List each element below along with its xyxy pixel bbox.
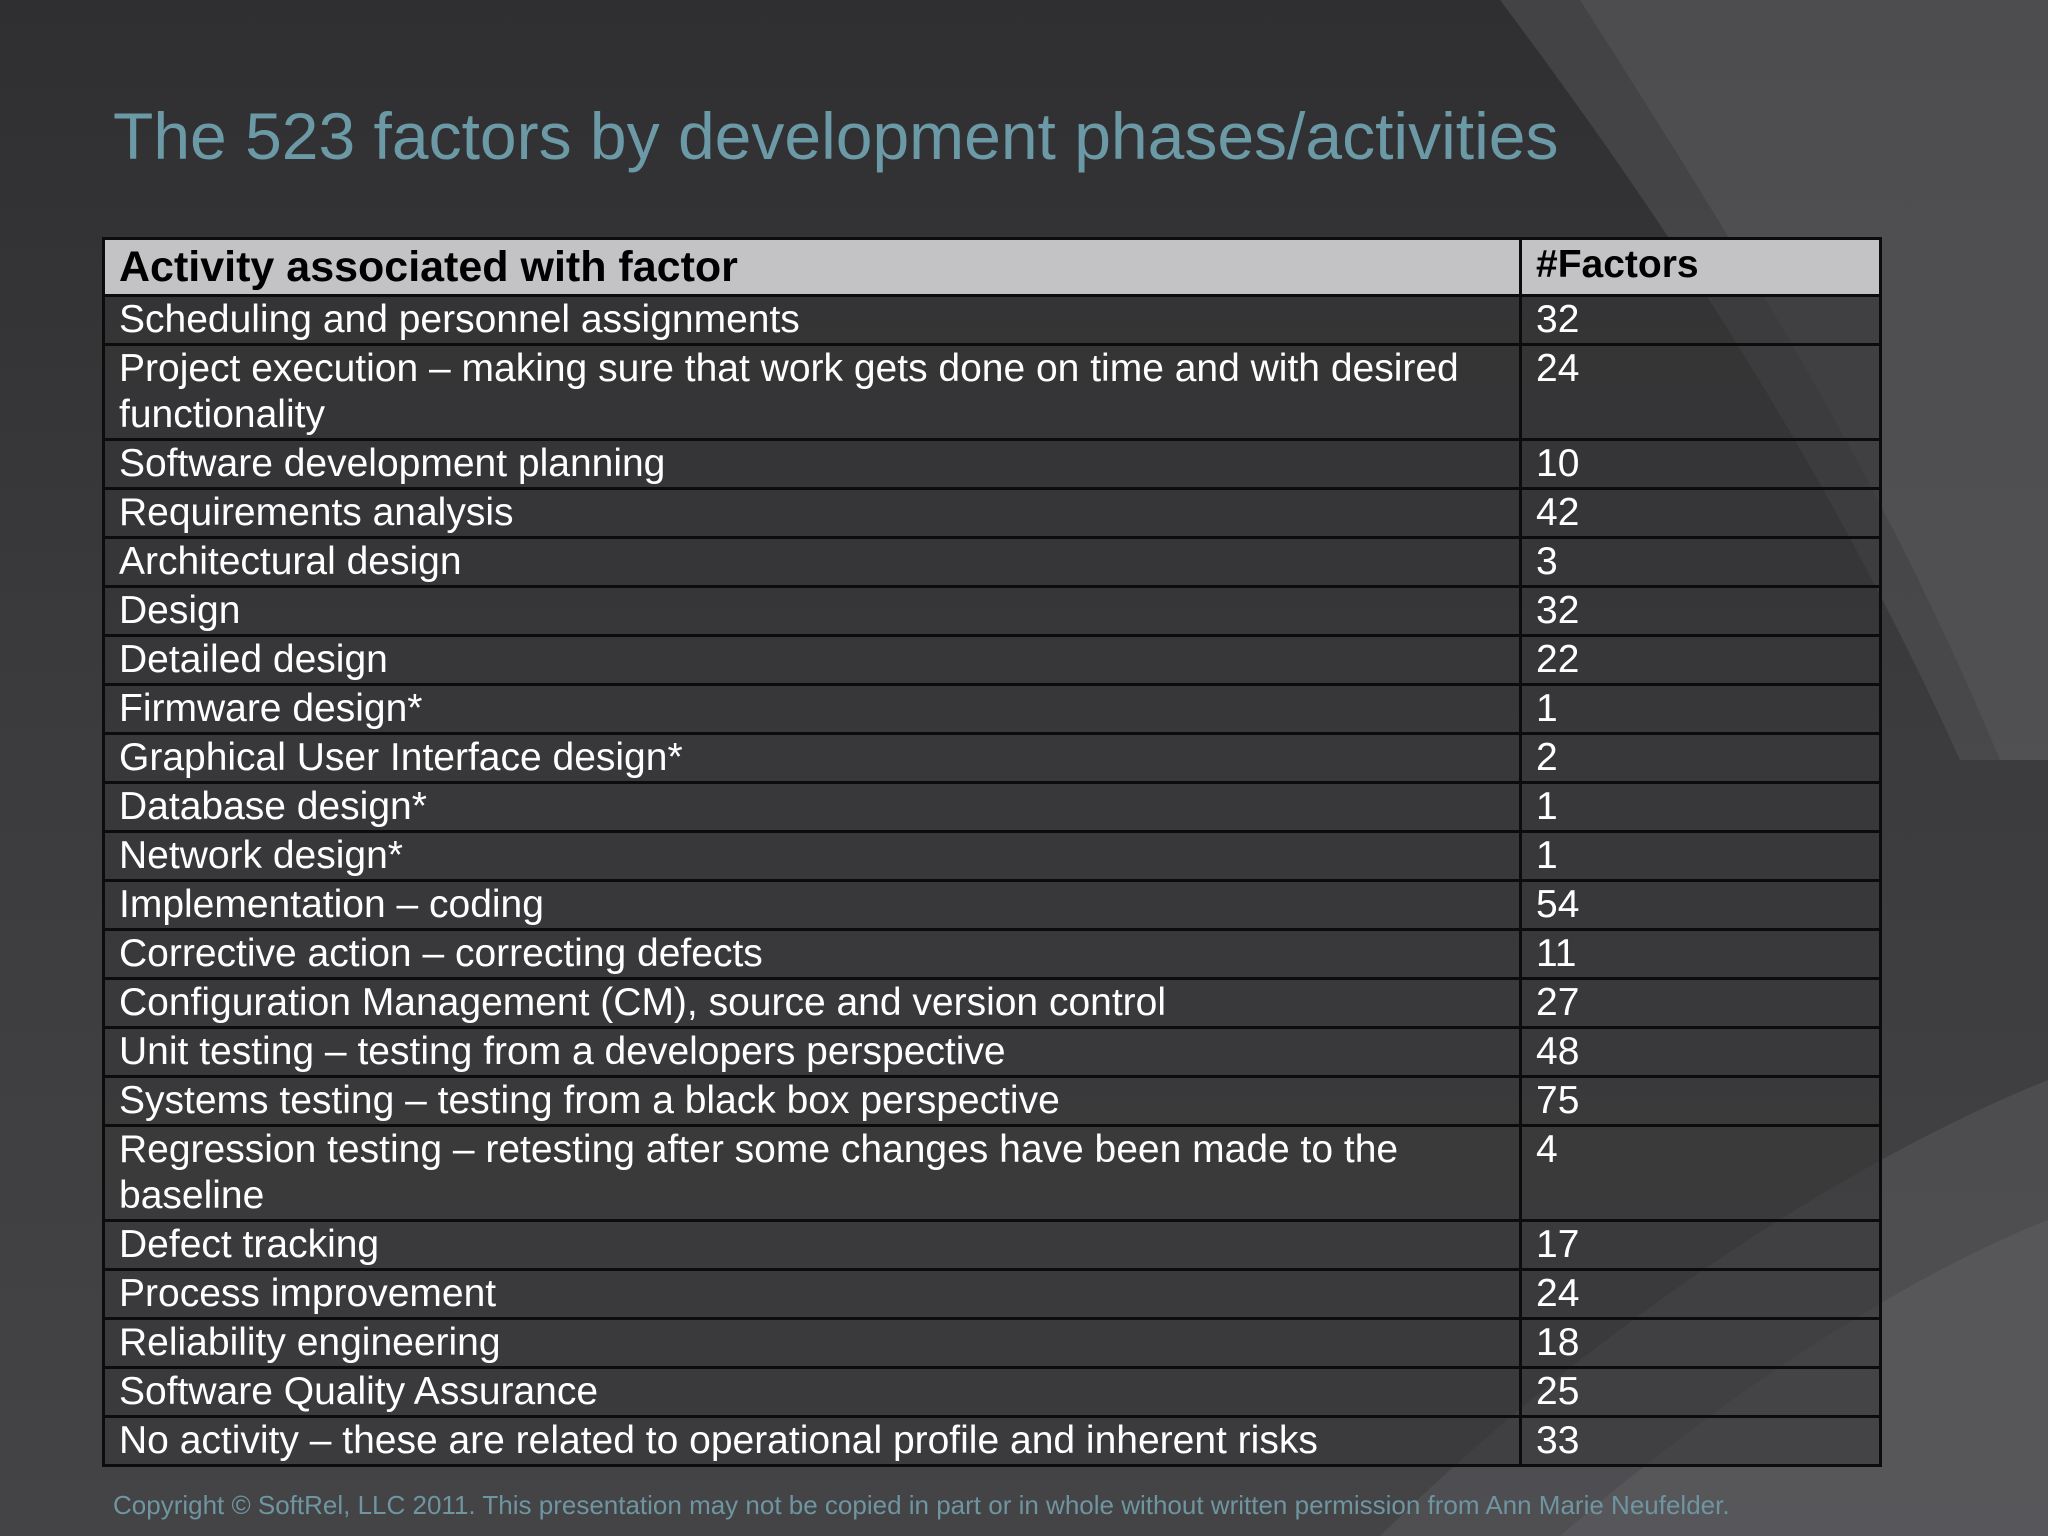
factor-count-cell: 4 [1521,1126,1881,1221]
activity-cell: Configuration Management (CM), source and version control [104,979,1521,1028]
table-row [104,440,1881,489]
activity-cell: Defect tracking [104,1221,1521,1270]
factor-count-cell: 1 [1521,783,1881,832]
factor-count-cell: 22 [1521,636,1881,685]
activity-cell: Design [104,587,1521,636]
factor-count-cell: 32 [1521,587,1881,636]
table-row [104,930,1881,979]
activity-cell: Software Quality Assurance [104,1368,1521,1417]
table-row [104,1028,1881,1077]
slide-title: The 523 factors by development phases/activities [113,99,1559,173]
activity-cell: Implementation – coding [104,881,1521,930]
factor-count-cell: 27 [1521,979,1881,1028]
copyright-footer: Copyright © SoftRel, LLC 2011. This presentation may not be copied in part or in whole without written permission from Ann Marie Neufelder. [113,1490,1730,1520]
factor-count-cell: 1 [1521,685,1881,734]
activity-cell: Regression testing – retesting after some changes have been made to the baseline [104,1126,1521,1221]
factor-count-cell: 25 [1521,1368,1881,1417]
factor-count-cell: 48 [1521,1028,1881,1077]
factor-count-cell: 18 [1521,1319,1881,1368]
factor-count-cell: 1 [1521,832,1881,881]
activity-cell: Project execution – making sure that work gets done on time and with desired functionality [104,345,1521,440]
table-row [104,783,1881,832]
factor-count-cell: 42 [1521,489,1881,538]
table-row [104,1270,1881,1319]
table-body [104,296,1881,1466]
activity-cell: Scheduling and personnel assignments [104,296,1521,345]
header-factors: #Factors [1521,239,1881,296]
table-row [104,881,1881,930]
activity-cell: Systems testing – testing from a black box perspective [104,1077,1521,1126]
table-row [104,489,1881,538]
table-row [104,734,1881,783]
factor-count-cell: 2 [1521,734,1881,783]
factor-count-cell: 24 [1521,1270,1881,1319]
table-row [104,1126,1881,1221]
table-header-row [104,239,1881,296]
table-row [104,538,1881,587]
table-row [104,832,1881,881]
table-row [104,1417,1881,1466]
table-row [104,296,1881,345]
factor-count-cell: 17 [1521,1221,1881,1270]
factors-table [102,237,1882,1467]
factor-count-cell: 54 [1521,881,1881,930]
activity-cell: Reliability engineering [104,1319,1521,1368]
table-row [104,1368,1881,1417]
activity-cell: Software development planning [104,440,1521,489]
table-row [104,685,1881,734]
factor-count-cell: 24 [1521,345,1881,440]
factor-count-cell: 11 [1521,930,1881,979]
activity-cell: Architectural design [104,538,1521,587]
table-row [104,979,1881,1028]
activity-cell: No activity – these are related to operational profile and inherent risks [104,1417,1521,1466]
factor-count-cell: 75 [1521,1077,1881,1126]
factor-count-cell: 32 [1521,296,1881,345]
activity-cell: Database design* [104,783,1521,832]
factor-count-cell: 33 [1521,1417,1881,1466]
table-row [104,1221,1881,1270]
table-row [104,345,1881,440]
factor-count-cell: 3 [1521,538,1881,587]
activity-cell: Requirements analysis [104,489,1521,538]
factor-count-cell: 10 [1521,440,1881,489]
table-row [104,1319,1881,1368]
activity-cell: Corrective action – correcting defects [104,930,1521,979]
activity-cell: Unit testing – testing from a developers perspective [104,1028,1521,1077]
activity-cell: Network design* [104,832,1521,881]
activity-cell: Detailed design [104,636,1521,685]
table-row [104,587,1881,636]
activity-cell: Firmware design* [104,685,1521,734]
activity-cell: Graphical User Interface design* [104,734,1521,783]
header-activity: Activity associated with factor [104,239,1521,296]
table-row [104,636,1881,685]
activity-cell: Process improvement [104,1270,1521,1319]
table-row [104,1077,1881,1126]
